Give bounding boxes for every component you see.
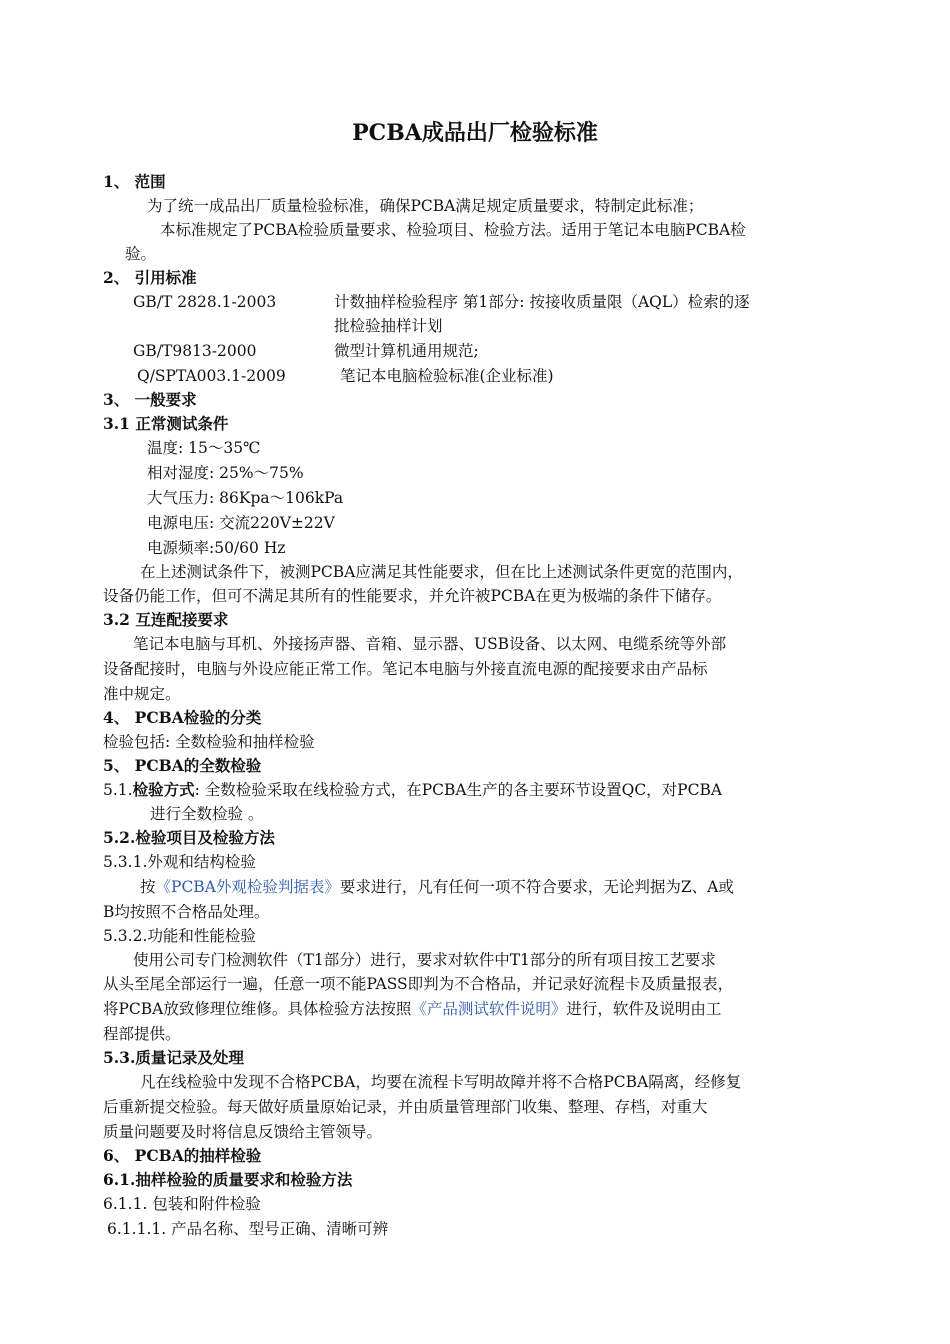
reference-description: 计数抽样检验程序 第1部分: 按接收质量限（AQL）检索的逐	[334, 293, 750, 311]
section-5-1-line-1	[103, 780, 722, 800]
reference-code: GB/T 2828.1-2003	[133, 293, 277, 311]
section-5-3-2-text-post: 进行，软件及说明由工	[566, 1000, 722, 1018]
section-3-1-heading: 3.1 正常测试条件	[103, 414, 229, 433]
section-3-1-paragraph-line-2: 设备仍能工作，但可不满足其所有的性能要求，并允许被PCBA在更为极端的条件下储存。	[103, 587, 722, 605]
section-5-3-2-line-1: 使用公司专门检测软件（T1部分）进行，要求对软件中T1部分的所有项目按工艺要求	[133, 951, 716, 969]
section-5-3-1-text-pre: 按	[140, 878, 156, 896]
section-3-2-paragraph-line-3: 准中规定。	[103, 685, 181, 703]
section-5-3-2-line-3	[103, 999, 721, 1019]
section-3-2-heading: 3.2 互连配接要求	[103, 610, 229, 629]
section-5-1-label: 检验方式	[132, 780, 195, 799]
test-software-manual-link[interactable]: 《产品测试软件说明》	[411, 1000, 567, 1018]
reference-code: GB/T9813-2000	[133, 342, 257, 360]
reference-description: 微型计算机通用规范;	[334, 342, 479, 360]
test-condition-pressure: 大气压力: 86Kpa～106kPa	[147, 489, 344, 507]
test-condition-frequency: 电源频率:50/60 Hz	[147, 539, 286, 557]
section-5-3-2-line-2: 从头至尾全部运行一遍，任意一项不能PASS即判为不合格品，并记录好流程卡及质量报表，	[103, 975, 734, 993]
section-3-1-paragraph-line-1: 在上述测试条件下，被测PCBA应满足其性能要求，但在比上述测试条件更宽的范围内，	[140, 563, 743, 581]
section-5-3-1-text-post: 要求进行，凡有任何一项不符合要求，无论判据为Z、A或	[339, 878, 734, 896]
section-3-2-paragraph-line-1: 笔记本电脑与耳机、外接扬声器、音箱、显示器、USB设备、以太网、电缆系统等外部	[133, 635, 727, 653]
section-5-3-line-1: 凡在线检验中发现不合格PCBA，均要在流程卡写明故障并将不合格PCBA隔离，经修复	[140, 1073, 742, 1091]
section-6-1-1-heading: 6.1.1. 包装和附件检验	[103, 1195, 261, 1213]
section-5-3-2-line-4: 程部提供。	[103, 1025, 181, 1043]
section-1-paragraph-2-line-1: 本标准规定了PCBA检验质量要求、检验项目、检验方法。适用于笔记本电脑PCBA检	[160, 221, 746, 239]
section-3-2-paragraph-line-2: 设备配接时，电脑与外设应能正常工作。笔记本电脑与外接直流电源的配接要求由产品标	[103, 660, 708, 678]
reference-code: Q/SPTA003.1-2009	[137, 367, 286, 385]
section-5-3-line-3: 质量问题要及时将信息反馈给主管领导。	[103, 1123, 383, 1141]
section-6-heading: 6、 PCBA的抽样检验	[103, 1146, 262, 1165]
section-1-heading: 1、 范围	[103, 172, 166, 191]
section-5-3-2-heading: 5.3.2.功能和性能检验	[103, 927, 256, 945]
reference-description-continued: 批检验抽样计划	[334, 317, 443, 335]
section-5-3-1-heading: 5.3.1.外观和结构检验	[103, 853, 256, 871]
section-5-1-number: 5.1.	[103, 781, 133, 799]
section-5-3-heading: 5.3.质量记录及处理	[103, 1048, 244, 1067]
section-3-heading: 3、 一般要求	[103, 390, 197, 409]
section-4-paragraph: 检验包括: 全数检验和抽样检验	[103, 733, 315, 751]
section-5-3-1-line-1	[140, 877, 734, 897]
reference-description: 笔记本电脑检验标准(企业标准)	[340, 367, 554, 385]
section-5-1-text: : 全数检验采取在线检验方式，在PCBA生产的各主要环节设置QC，对PCBA	[194, 781, 723, 799]
section-5-heading: 5、 PCBA的全数检验	[103, 756, 262, 775]
document-title: PCBA成品出厂检验标准	[352, 120, 598, 146]
section-5-1-line-2: 进行全数检验 。	[150, 805, 264, 823]
section-6-1-heading: 6.1.抽样检验的质量要求和检验方法	[103, 1170, 353, 1189]
section-5-3-line-2: 后重新提交检验。每天做好质量原始记录，并由质量管理部门收集、整理、存档，对重大	[103, 1098, 708, 1116]
test-condition-humidity: 相对湿度: 25%～75%	[147, 464, 304, 482]
appearance-criteria-link[interactable]: 《PCBA外观检验判据表》	[155, 878, 340, 896]
section-1-paragraph-2-line-2: 验。	[125, 245, 157, 263]
test-condition-temperature: 温度: 15～35℃	[147, 439, 261, 457]
section-1-paragraph-1: 为了统一成品出厂质量检验标准，确保PCBA满足规定质量要求，特制定此标准；	[147, 197, 704, 215]
section-5-3-1-line-2: B均按照不合格品处理。	[103, 903, 270, 921]
section-4-heading: 4、 PCBA检验的分类	[103, 708, 262, 727]
section-5-3-2-text-pre: 将PCBA放致修理位维修。具体检验方法按照	[103, 1000, 412, 1018]
section-5-2-heading: 5.2.检验项目及检验方法	[103, 828, 275, 847]
test-condition-voltage: 电源电压: 交流220V±22V	[147, 514, 335, 532]
section-6-1-1-1-item: 6.1.1.1. 产品名称、型号正确、清晰可辨	[107, 1220, 389, 1238]
section-2-heading: 2、 引用标准	[103, 268, 197, 287]
